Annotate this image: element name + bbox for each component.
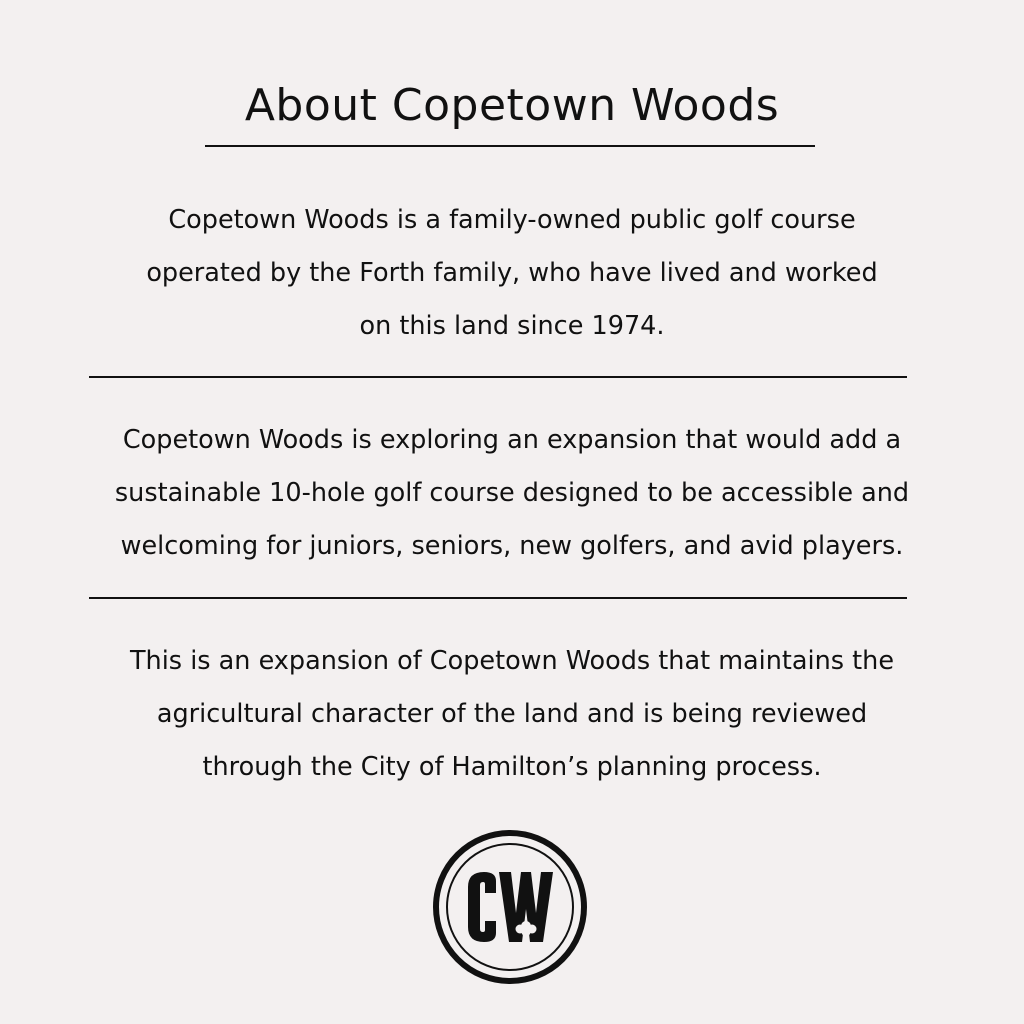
paragraph-line: sustainable 10-hole golf course designed to be accessible and <box>114 478 910 508</box>
title-underline <box>205 145 815 147</box>
page-title: About Copetown Woods <box>244 80 780 131</box>
paragraph-line: Copetown Woods is a family-owned public golf course <box>168 205 856 235</box>
paragraph-expansion <box>0 414 1024 573</box>
section-divider <box>89 376 907 378</box>
paragraph-family-owned <box>0 194 1024 353</box>
copetown-woods-logo <box>432 829 588 985</box>
paragraph-line: agricultural character of the land and is being reviewed <box>156 699 868 729</box>
paragraph-line: welcoming for juniors, seniors, new golfers, and avid players. <box>120 531 904 561</box>
paragraph-line: This is an expansion of Copetown Woods that maintains the <box>129 646 895 676</box>
section-divider <box>89 597 907 599</box>
paragraph-line: on this land since 1974. <box>359 311 665 341</box>
paragraph-planning <box>0 635 1024 794</box>
paragraph-line: operated by the Forth family, who have lived and worked <box>146 258 878 288</box>
paragraph-line: through the City of Hamilton’s planning process. <box>202 752 822 782</box>
paragraph-line: Copetown Woods is exploring an expansion that would add a <box>122 425 902 455</box>
